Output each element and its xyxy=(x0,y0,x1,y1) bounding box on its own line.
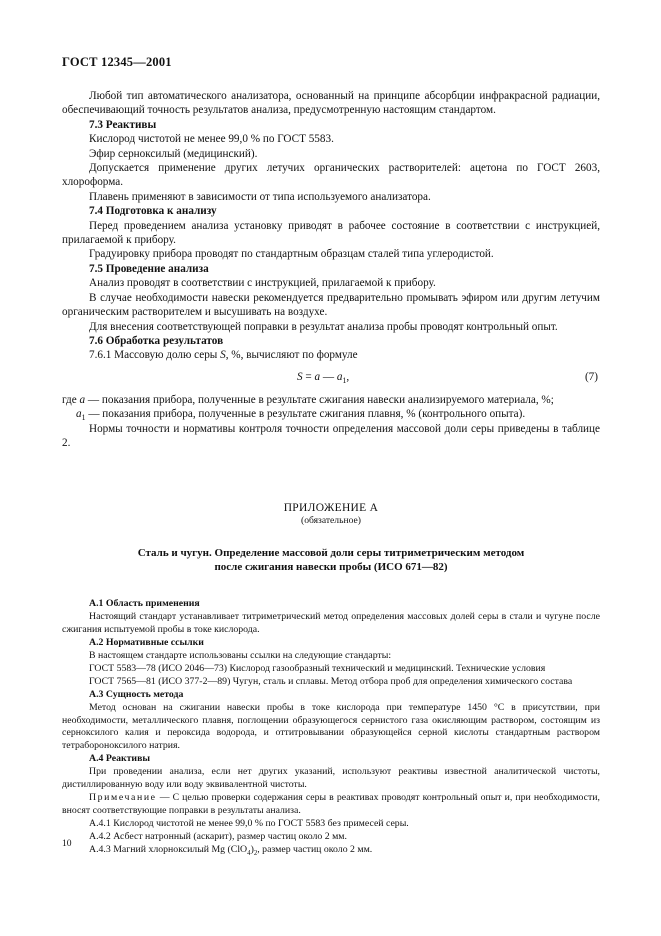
paragraph-calibration: Градуировку прибора проводят по стандартным образцам сталей типа углеродистой. xyxy=(89,248,494,261)
where-a1-symbol: a xyxy=(76,408,82,421)
where-a1 xyxy=(62,407,600,421)
paragraph-a2-gost7565: ГОСТ 7565—81 (ИСО 377-2—89) Чугун, сталь и сплавы. Метод отбора проб для определения химического состава xyxy=(89,675,573,687)
paragraph-a2-intro: В настоящем стандарте использованы ссылки на следующие стандарты: xyxy=(89,649,392,661)
main-text xyxy=(62,89,600,450)
section-a4-heading: А.4 Реактивы xyxy=(89,753,151,765)
section-7-5-heading: 7.5 Проведение анализа xyxy=(89,262,209,275)
paragraph-analyzer-type: Любой тип автоматического анализатора, основанный на принципе абсорбции инфракрасной радиации, обеспечивающий точность результатов анализа, предусмотренную настоящим стандартом. xyxy=(62,90,600,117)
paragraph-solvents: Допускается применение других летучих органических растворителей: ацетона по ГОСТ 2603, хлороформа. xyxy=(62,162,600,189)
paragraph-setup: Перед проведением анализа установку приводят в рабочее состояние в соответствии с инструкцией, прилагаемой к прибору. xyxy=(62,219,600,247)
equation-number: (7) xyxy=(584,370,598,383)
paragraph-a4-1: А.4.1 Кислород чистотой не менее 99,0 % по ГОСТ 5583 без примесей серы. xyxy=(89,817,409,829)
symbol-s: S xyxy=(220,349,226,362)
a4-3-sub2: 2 xyxy=(253,849,258,857)
where-a-symbol: a xyxy=(79,393,86,406)
paragraph-a4-3 xyxy=(62,844,600,857)
note xyxy=(62,792,600,818)
formula-end: , xyxy=(346,370,350,383)
formula xyxy=(297,370,349,384)
annex-body xyxy=(62,598,600,856)
a4-3-pre: А.4.3 Магний хлорноксилый Mg (ClO xyxy=(89,843,248,855)
paragraph-oxygen: Кислород чистотой не менее 99,0 % по ГОСТ 5583. xyxy=(89,133,334,146)
paragraph-7-6-1 xyxy=(62,348,600,362)
annex-title-line1: Сталь и чугун. Определение массовой доли серы титриметрическим методом xyxy=(137,547,525,560)
paragraph-flux: Плавень применяют в зависимости от типа используемого анализатора. xyxy=(89,190,431,203)
annex-title xyxy=(62,546,600,574)
where-a1-text: — показания прибора, полученные в результате сжигания плавня, % (контрольного опыта). xyxy=(85,408,526,421)
page-number: 10 xyxy=(62,838,72,849)
paragraph-a3: Метод основан на сжигании навески пробы в токе кислорода при температуре 1450 °С в присутствии, при необходимости, металлического плавня, поглощении образующегося сернистого газа окисляющим раствором, состоящим из серноксилого калия и пероксида водорода, и оттитровывании образующейся серной кислоты стандартным раствором тетрабороноксилого натрия. xyxy=(62,701,600,752)
annex-label: ПРИЛОЖЕНИЕ А xyxy=(283,502,379,515)
paragraph-ether: Эфир серноксилый (медицинский). xyxy=(89,147,258,160)
annex-status: (обязательное) xyxy=(301,515,361,527)
document-page xyxy=(62,55,600,856)
formula-row xyxy=(62,363,600,393)
section-7-4-heading: 7.4 Подготовка к анализу xyxy=(89,205,217,218)
paragraph-a4: При проведении анализа, если нет других указаний, используют реактивы известной аналитической чистоты, дистиллированную воду или воду эквивалентной чистоты. xyxy=(62,766,600,791)
paragraph-a2-gost5583: ГОСТ 5583—78 (ИСО 2046—73) Кислород газообразный технический и медицинский. Технические условия xyxy=(89,662,546,674)
where-a1-subscript: 1 xyxy=(81,413,86,423)
where-a xyxy=(62,393,600,407)
note-label: Примечание xyxy=(89,791,157,803)
paragraph-analysis: Анализ проводят в соответствии с инструкцией, прилагаемой к прибору. xyxy=(89,277,436,290)
document-header: ГОСТ 12345—2001 xyxy=(62,55,172,69)
section-a1-heading: А.1 Область применения xyxy=(89,598,200,610)
paragraph-control-test: Для внесения соответствующей поправки в результат анализа пробы проводят контрольный опыт. xyxy=(89,320,558,333)
formula-minus: — xyxy=(320,370,337,383)
formula-a: a xyxy=(314,370,321,383)
paragraph-norms: Нормы точности и нормативы контроля точности определения массовой доли серы приведены в таблице 2. xyxy=(62,422,600,449)
formula-equals: = xyxy=(302,370,315,383)
section-7-6-heading: 7.6 Обработка результатов xyxy=(89,334,224,347)
annex-title-line2: после сжигания навески пробы (ИСО 671—82) xyxy=(214,561,448,574)
formula-subscript: 1 xyxy=(342,375,347,385)
a4-3-sub4: 4 xyxy=(247,849,251,857)
where-a-text: — показания прибора, полученные в результате сжигания навески анализируемого материала, %; xyxy=(85,393,554,406)
a4-3-post: , размер частиц около 2 мм. xyxy=(257,843,373,855)
section-7-3-heading: 7.3 Реактивы xyxy=(89,118,157,131)
note-text: — С целью проверки содержания серы в реактивах проводят контрольный опыт и, при необходимости, вносят соответствующие поправки в результаты анализа. xyxy=(62,791,600,816)
formula-s: S xyxy=(297,370,303,383)
formula-a1: a xyxy=(336,370,343,383)
paragraph-7-6-1-post: , %, вычисляют по формуле xyxy=(225,349,358,362)
paragraph-a4-2: А.4.2 Асбест натронный (аскарит), размер частиц около 2 мм. xyxy=(89,830,347,842)
paragraph-a1: Настоящий стандарт устанавливает титриметрический метод определения массовых долей серы в стали и чугуне после сжигания испытуемой пробы в токе кислорода. xyxy=(62,611,600,636)
section-a2-heading: А.2 Нормативные ссылки xyxy=(89,637,204,649)
paragraph-7-6-1-pre: 7.6.1 Массовую долю серы xyxy=(89,349,221,362)
section-a3-heading: А.3 Сущность метода xyxy=(89,688,184,700)
paragraph-washing: В случае необходимости навески рекомендуется предварительно промывать эфиром или другим летучим органическим растворителем и высушивать на воздухе. xyxy=(62,291,600,319)
where-prefix: где xyxy=(62,393,80,406)
a4-3-mid: ) xyxy=(250,843,254,855)
